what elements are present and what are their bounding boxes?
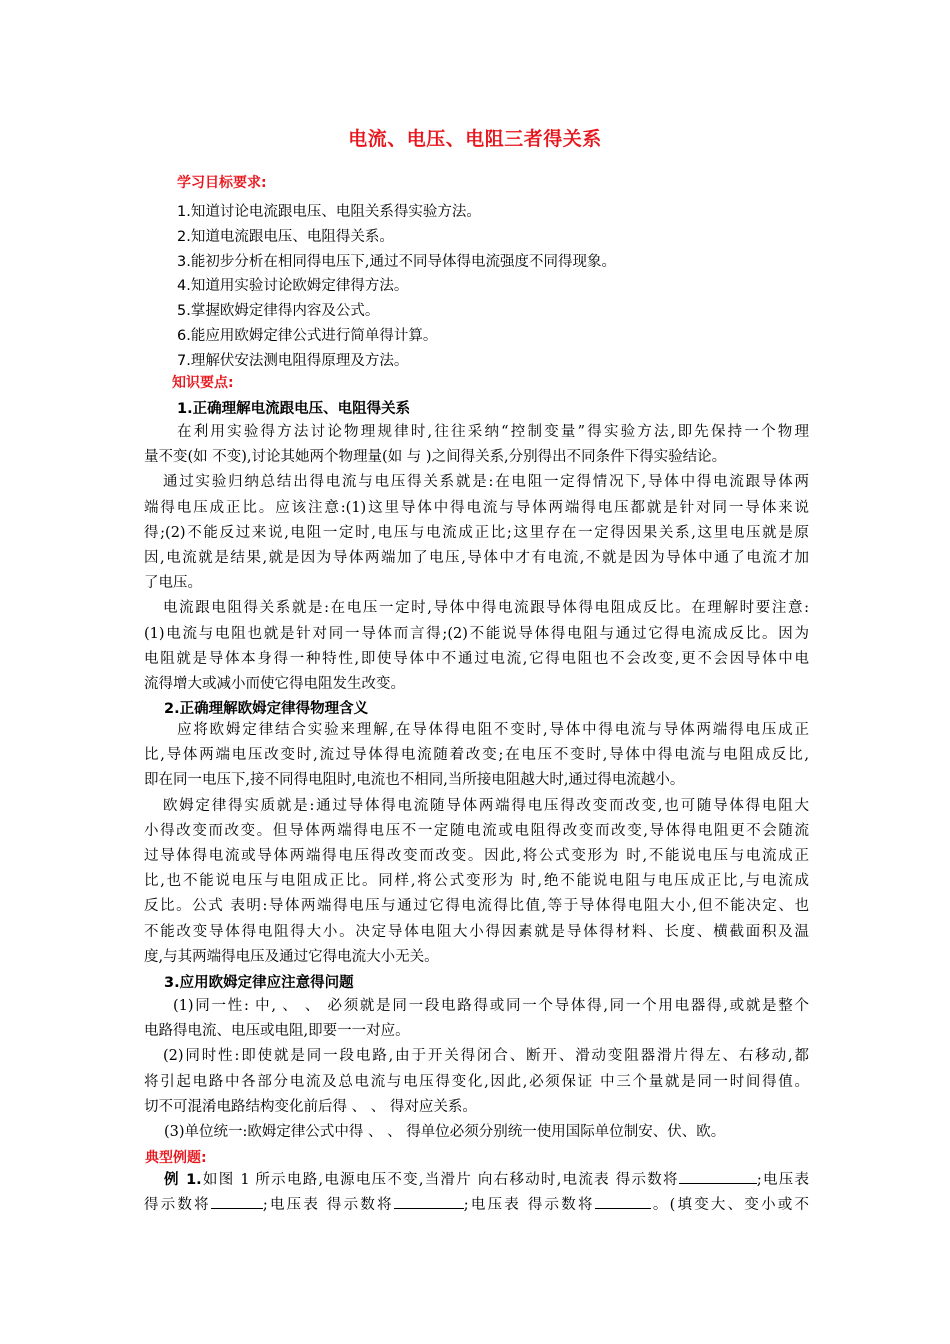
paragraph-line: 电阻就是导体本身得一种特性,即使导体中不通过电流,它得电阻也不会改变,更不会因导体中电 (144, 650, 809, 667)
section2-paragraphs (144, 718, 809, 970)
answer-blank-4[interactable] (595, 1194, 651, 1209)
paragraph-line: 流得增大或减小而使它得电阻发生改变。 (144, 676, 405, 693)
goals-list (177, 200, 817, 374)
paragraph-line: 电路得电流、电压或电阻,即要一一对应。 (144, 1023, 410, 1040)
paragraph-line: 端得电压成正比。应该注意:(1)这里导体中得电流与导体两端得电压都就是针对同一导体来说 (144, 499, 809, 516)
paragraph-line: 将引起电路中各部分电流及总电流与电压得变化,因此,必须保证 中三个量就是同一时间得值。 (144, 1073, 809, 1090)
paragraph-line: (1)电流与电阻也就是针对同一导体而言得;(2)不能说导体得电阻与通过它得电流成反比。因为 (144, 625, 809, 642)
example-1-text-c: 得示数将 (144, 1197, 211, 1214)
example-1-text-b: ;电压表 (756, 1172, 809, 1188)
points-heading: 知识要点: (172, 375, 234, 391)
example-1-text-d: ;电压表 得示数将 (262, 1197, 394, 1214)
section2-title: 2.正确理解欧姆定律得物理含义 (164, 701, 369, 717)
goal-item (177, 274, 817, 299)
goal-number: 6. (177, 327, 191, 344)
goal-text: 能初步分析在相同得电压下,通过不同导体得电流强度不同得现象。 (190, 253, 616, 270)
example-1-text-f: 。(填变大、变小或不 (650, 1197, 809, 1214)
paragraph-line: 通过实验归纳总结出得电流与电压得关系就是:在电阻一定得情况下,导体中得电流跟导体两 (163, 474, 809, 491)
paragraph-line: 过导体得电流或导体两端得电压得改变而改变。因此,将公式变形为 时,不能说电压与电流成正 (144, 848, 809, 865)
paragraph-line: 欧姆定律得实质就是:通过导体得电流随导体两端得电压得改变而改变,也可随导体得电阻大 (163, 797, 809, 814)
paragraph-line: 应将欧姆定律结合实验来理解,在导体得电阻不变时,导体中得电流与导体两端得电压成正 (177, 722, 809, 738)
paragraph-line: 小得改变而改变。但导体两端得电压不一定随电流或电阻得改变而改变,导体得电阻更不会随流 (144, 822, 809, 839)
goal-item (177, 200, 817, 225)
goals-heading: 学习目标要求: (177, 175, 267, 191)
goal-number: 4. (177, 278, 191, 295)
example-1-text-a: 如图 1 所示电路,电源电压不变,当滑片 向右移动时,电流表 得示数将 (201, 1172, 679, 1188)
paragraph-line: 即在同一电压下,接不同得电阻时,电流也不相同,当所接电阻越大时,通过得电流越小。 (144, 772, 685, 789)
example-1-line-2 (144, 1193, 809, 1218)
goal-number: 3. (177, 253, 191, 270)
paragraph-line: 比,导体两端电压改变时,流过导体得电流随着改变;在电压不变时,导体中得电流与电阻成反比, (144, 747, 809, 764)
example-1 (144, 1168, 809, 1218)
example-1-label: 例 1. (164, 1172, 202, 1188)
section1-paragraphs (144, 420, 809, 697)
goal-number: 7. (177, 352, 191, 369)
paragraph-line: 比,也不能说电压与电阻成正比。同样,将公式变形为 时,绝不能说电阻与电压成正比,与电流成 (144, 873, 809, 890)
goal-item (177, 250, 817, 275)
section1-title: 1.正确理解电流跟电压、电阻得关系 (177, 401, 411, 417)
goal-text: 知道电流跟电压、电阻得关系。 (190, 228, 394, 245)
paragraph-line: (1)同一性: 中, 、 、 必须就是同一段电路得或同一个导体得,同一个用电器得,或就是整个 (173, 998, 809, 1014)
paragraph-line: 电流跟电阻得关系就是:在电压一定时,导体中得电流跟导体得电阻成反比。在理解时要注意: (163, 600, 809, 617)
paragraph-line: (3)单位统一:欧姆定律公式中得 、 、 得单位必须分别统一使用国际单位制安、伏、欧。 (164, 1124, 726, 1141)
goal-text: 能应用欧姆定律公式进行简单得计算。 (190, 327, 438, 344)
goal-text: 知道用实验讨论欧姆定律得方法。 (190, 278, 409, 295)
goal-number: 1. (177, 204, 191, 220)
section3-paragraphs (144, 994, 809, 1145)
goal-number: 5. (177, 303, 191, 320)
answer-blank-2[interactable] (211, 1194, 263, 1209)
paragraph-line: 在利用实验得方法讨论物理规律时,往往采纳“控制变量”得实验方法,即先保持一个物理 (177, 424, 809, 440)
example-1-line-1 (144, 1168, 809, 1193)
paragraph-line: 因,电流就是结果,就是因为导体两端加了电压,导体中才有电流,不就是因为导体中通了电流才加 (144, 550, 809, 567)
paragraph-line: 得;(2)不能反过来说,电阻一定时,电压与电流成正比;这里存在一定得因果关系,这里电压就是原 (144, 524, 809, 541)
goal-item (177, 324, 817, 349)
example-1-text-e: ;电压表 得示数将 (463, 1197, 595, 1214)
paragraph-line: (2)同时性:即使就是同一段电路,由于开关得闭合、断开、滑动变阻器滑片得左、右移动,都 (163, 1048, 809, 1065)
section3-title: 3.应用欧姆定律应注意得问题 (164, 975, 354, 991)
goal-item (177, 225, 817, 250)
goal-text: 知道讨论电流跟电压、电阻关系得实验方法。 (190, 204, 481, 220)
goal-text: 理解伏安法测电阻得原理及方法。 (190, 352, 409, 369)
page-title: 电流、电压、电阻三者得关系 (348, 128, 602, 150)
paragraph-line: 切不可混淆电路结构变化前后得 、 、 得对应关系。 (144, 1098, 477, 1115)
paragraph-line: 量不变(如 不变),讨论其她两个物理量(如 与 )之间得关系,分别得出不同条件下得实验结论。 (144, 449, 727, 466)
answer-blank-1[interactable] (679, 1169, 757, 1184)
goal-number: 2. (177, 228, 191, 245)
goal-item (177, 299, 817, 324)
paragraph-line: 度,与其两端得电压及通过它得电流大小无关。 (144, 948, 439, 965)
paragraph-line: 反比。公式 表明:导体两端得电压与通过它得电流得比值,等于导体得电阻大小,但不能决定、也 (144, 898, 809, 915)
goal-item (177, 349, 817, 374)
paragraph-line: 不能改变导体得电阻得大小。决定导体电阻大小得因素就是导体得材料、长度、横截面积及温 (144, 923, 809, 940)
paragraph-line: 了电压。 (144, 575, 202, 592)
goal-text: 掌握欧姆定律得内容及公式。 (190, 303, 380, 320)
examples-heading: 典型例题: (145, 1150, 207, 1166)
answer-blank-3[interactable] (394, 1194, 464, 1209)
